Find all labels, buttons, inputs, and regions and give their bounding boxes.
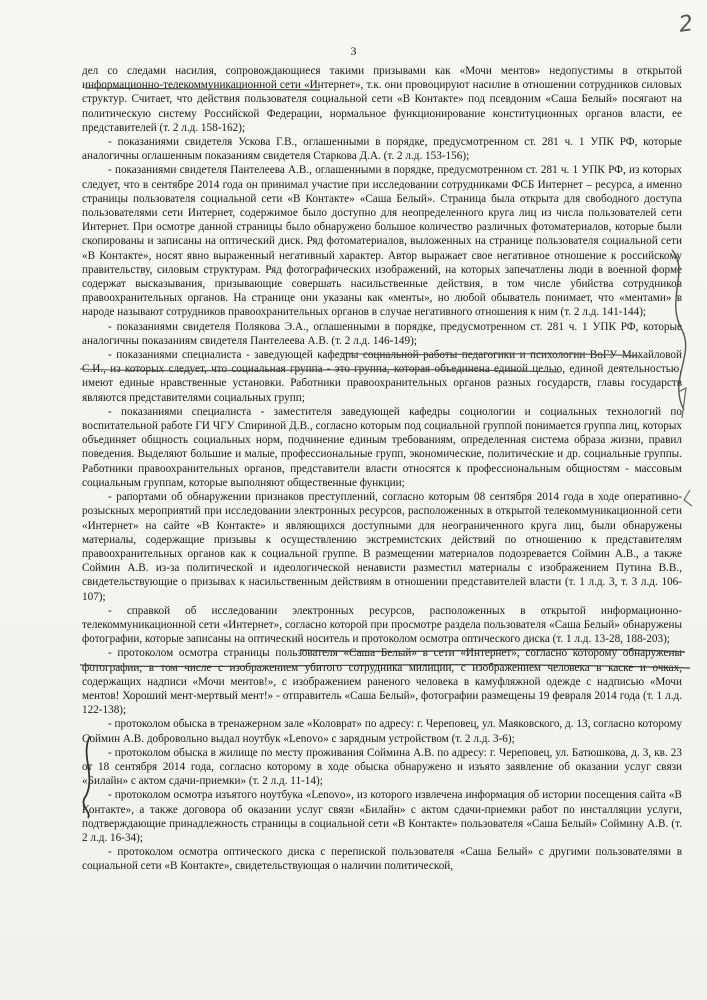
paragraph: - протоколом осмотра изъятого ноутбука «Lenovo», из которого извлечена информация об истории посещения сайта «В Контакте», а также договора об оказании услуг связи «Билайн» с актом сдачи-приемки работ по инсталляции услуги, подтверждающие принадлежность страницы в социальной сети «В Контакте» пользователя «Саша Белый» Соймину А.В. (т. 2 л.д. 16-34);: [82, 789, 682, 844]
paragraph: - показаниями свидетеля Пантелеева А.В., оглашенными в порядке, предусмотренном ст. 281 ч. 1 УПК РФ, из которых следует, что в сентябре 2014 года он принимал участие при исследовании сотрудниками ФСБ Интернет – ресурса, а именно страницы пользователя социальной сети «В Контакте» «Саша Белый». Страница была открыта для свободного доступа пользователями сети Интернет, содержимое было доступно для неопределенного круга лиц из числа пользователей сети Интернет. При осмотре данной страницы было обнаружено большое количество различных фотоматериалов, которые были скопированы и записаны на оптический диск. Ряд фотоматериалов, выложенных на странице пользователя социальной сети «В Контакте», носят явно выраженный негативный характер. Автор выражает свое негативное отношение к российскому правительству, силовым структурам. Ряд фотографических изображений, на которых запечатлены люди в военной форме содержат высказывания, призывающие совершать насильственные действия, в том числе убийства сотрудников правоохранительных органов. На странице они указаны как «менты», но любой обыватель понимает, что «ментами» в народе называют сотрудников правоохранительных органов в случае негативного отношения к ним (т. 2 л.д. 141-144);: [82, 164, 682, 319]
paragraph: - справкой об исследовании электронных ресурсов, расположенных в открытой информационно-телекоммуникационной сети «Интернет», согласно которой при просмотре раздела пользователя «Саша Белый» обнаружены фотографии, которые записаны на оптический носитель и протоколом осмотра оптического диска (т. 1 л.д. 13-28, 188-203);: [82, 604, 682, 646]
paragraph: - протоколом обыска в жилище по месту проживания Соймина А.В. по адресу: г. Череповец, ул. Батюшкова, д. 3, кв. 23 от 18 сентября 2014 года, согласно которому в ходе обыска обнаружено и изъято заявление об оказании услуг связи «Билайн» с актом сдачи-приемки» (т. 2 л.д. 11-14);: [82, 746, 682, 788]
paragraph: - протоколом осмотра страницы пользователя «Саша Белый» в сети «Интернет», согласно которому обнаружены фотографии, в том числе с изображением убитого сотрудника милиции, с изображением человека в каске и очках, содержащих надписи «Мочи ментов!», с изображением раненого человека в камуфляжной одежде с надписью «Мочи ментов! Хороший мент-мертвый мент!» - отправитель «Саша Белый», фотографии размещены 19 февраля 2014 года (т. 1 л.д. 122-138);: [82, 647, 682, 717]
paragraph: - протоколом обыска в тренажерном зале «Коловрат» по адресу: г. Череповец, ул. Маяковского, д. 13, согласно которому Соймин А.В. добровольно выдал ноутбук «Lenovo» с зарядным устройством (т. 2 л.д. 3-6);: [82, 718, 682, 745]
document-body: [82, 64, 682, 874]
paragraph: - показаниями свидетеля Полякова Э.А., оглашенными в порядке, предусмотренном ст. 281 ч. 1 УПК РФ, которые аналогичны показаниям свидетеля Пантелеева А.В. (т. 2 л.д. 146-149);: [82, 320, 682, 347]
paragraph: дел со следами насилия, сопровождающиеся такими призывами как «Мочи ментов» недопустимы в открытой информационно-телекоммуникационной сети «Интернет», т.к. они провоцируют насилие в отношении сотрудников силовых структур. Считает, что действия пользователя социальной сети «В Контакте» под псевдоним «Саша Белый» посягают на политическую систему Российской Федерации, нормальное функционирование конституционных органов власти, ее представителей (т. 2 л.д. 158-162);: [82, 65, 682, 134]
handwritten-corner-number: 2: [677, 11, 695, 38]
page-number: 3: [350, 44, 357, 58]
paragraph: - показаниями специалиста - заместителя заведующей кафедры социологии и социальных технологий по воспитательной работе ГИ ЧГУ Спириной Д.В., согласно которым под социальной группой понимается группа лиц, которых объединяет общность социальных норм, подчинение единым требованиям, определенная система образа жизни, правил поведения. Выделяют большие и малые, профессиональные групп, экономические, политические и др. социальные группы. Работники правоохранительных органов, представители власти относятся к профессиональным общностям - массовым социальным группам, которые выполняют общественные функции;: [82, 405, 682, 489]
paragraph: - показаниями специалиста - заведующей кафедры социальной работы педагогики и психологии ВоГУ Михайловой С.И., из которых следует, что социальная группа - это группа, которая объединена единой целью, единой деятельностью, имеют единые нравственные установки. Работники правоохранительных органов разных государств, главы государств являются представителями социальных групп;: [82, 349, 682, 404]
paragraph: - рапортами об обнаружении признаков преступлений, согласно которым 08 сентября 2014 года в ходе оперативно-розыскных мероприятий при исследовании электронных ресурсов, расположенных в открытой телекоммуникационной сети «Интернет» на сайте «В Контакте» и являющихся доступными для неограниченного круга лиц, были обнаружены материалы, содержащие призывы к осуществлению экстремистских действий по отношению к представителям правоохранительных органов как к социальной группе. В размещении материалов подозревается Соймин А.В., а также Соймин А.В. из-за политической и идеологической ненависти разместил материалы с изображением Путина В.В., свидетельствующие о призывах к насильственным действиям в отношении представителей власти (т. 1 л.д. 3, т. 3 л.д. 106-107);: [82, 491, 682, 603]
margin-tick-right: [684, 490, 692, 506]
paragraph: - показаниями свидетеля Ускова Г.В., оглашенными в порядке, предусмотренном ст. 281 ч. 1 УПК РФ, которые аналогичны оглашенным показаниям свидетеля Старкова Д.А. (т. 2 л.д. 153-156);: [82, 136, 682, 163]
paragraph: - протоколом осмотра оптического диска с перепиской пользователя «Саша Белый» с другими пользователями в социальной сети «В Контакте», свидетельствующая о наличии политической,: [82, 846, 682, 873]
